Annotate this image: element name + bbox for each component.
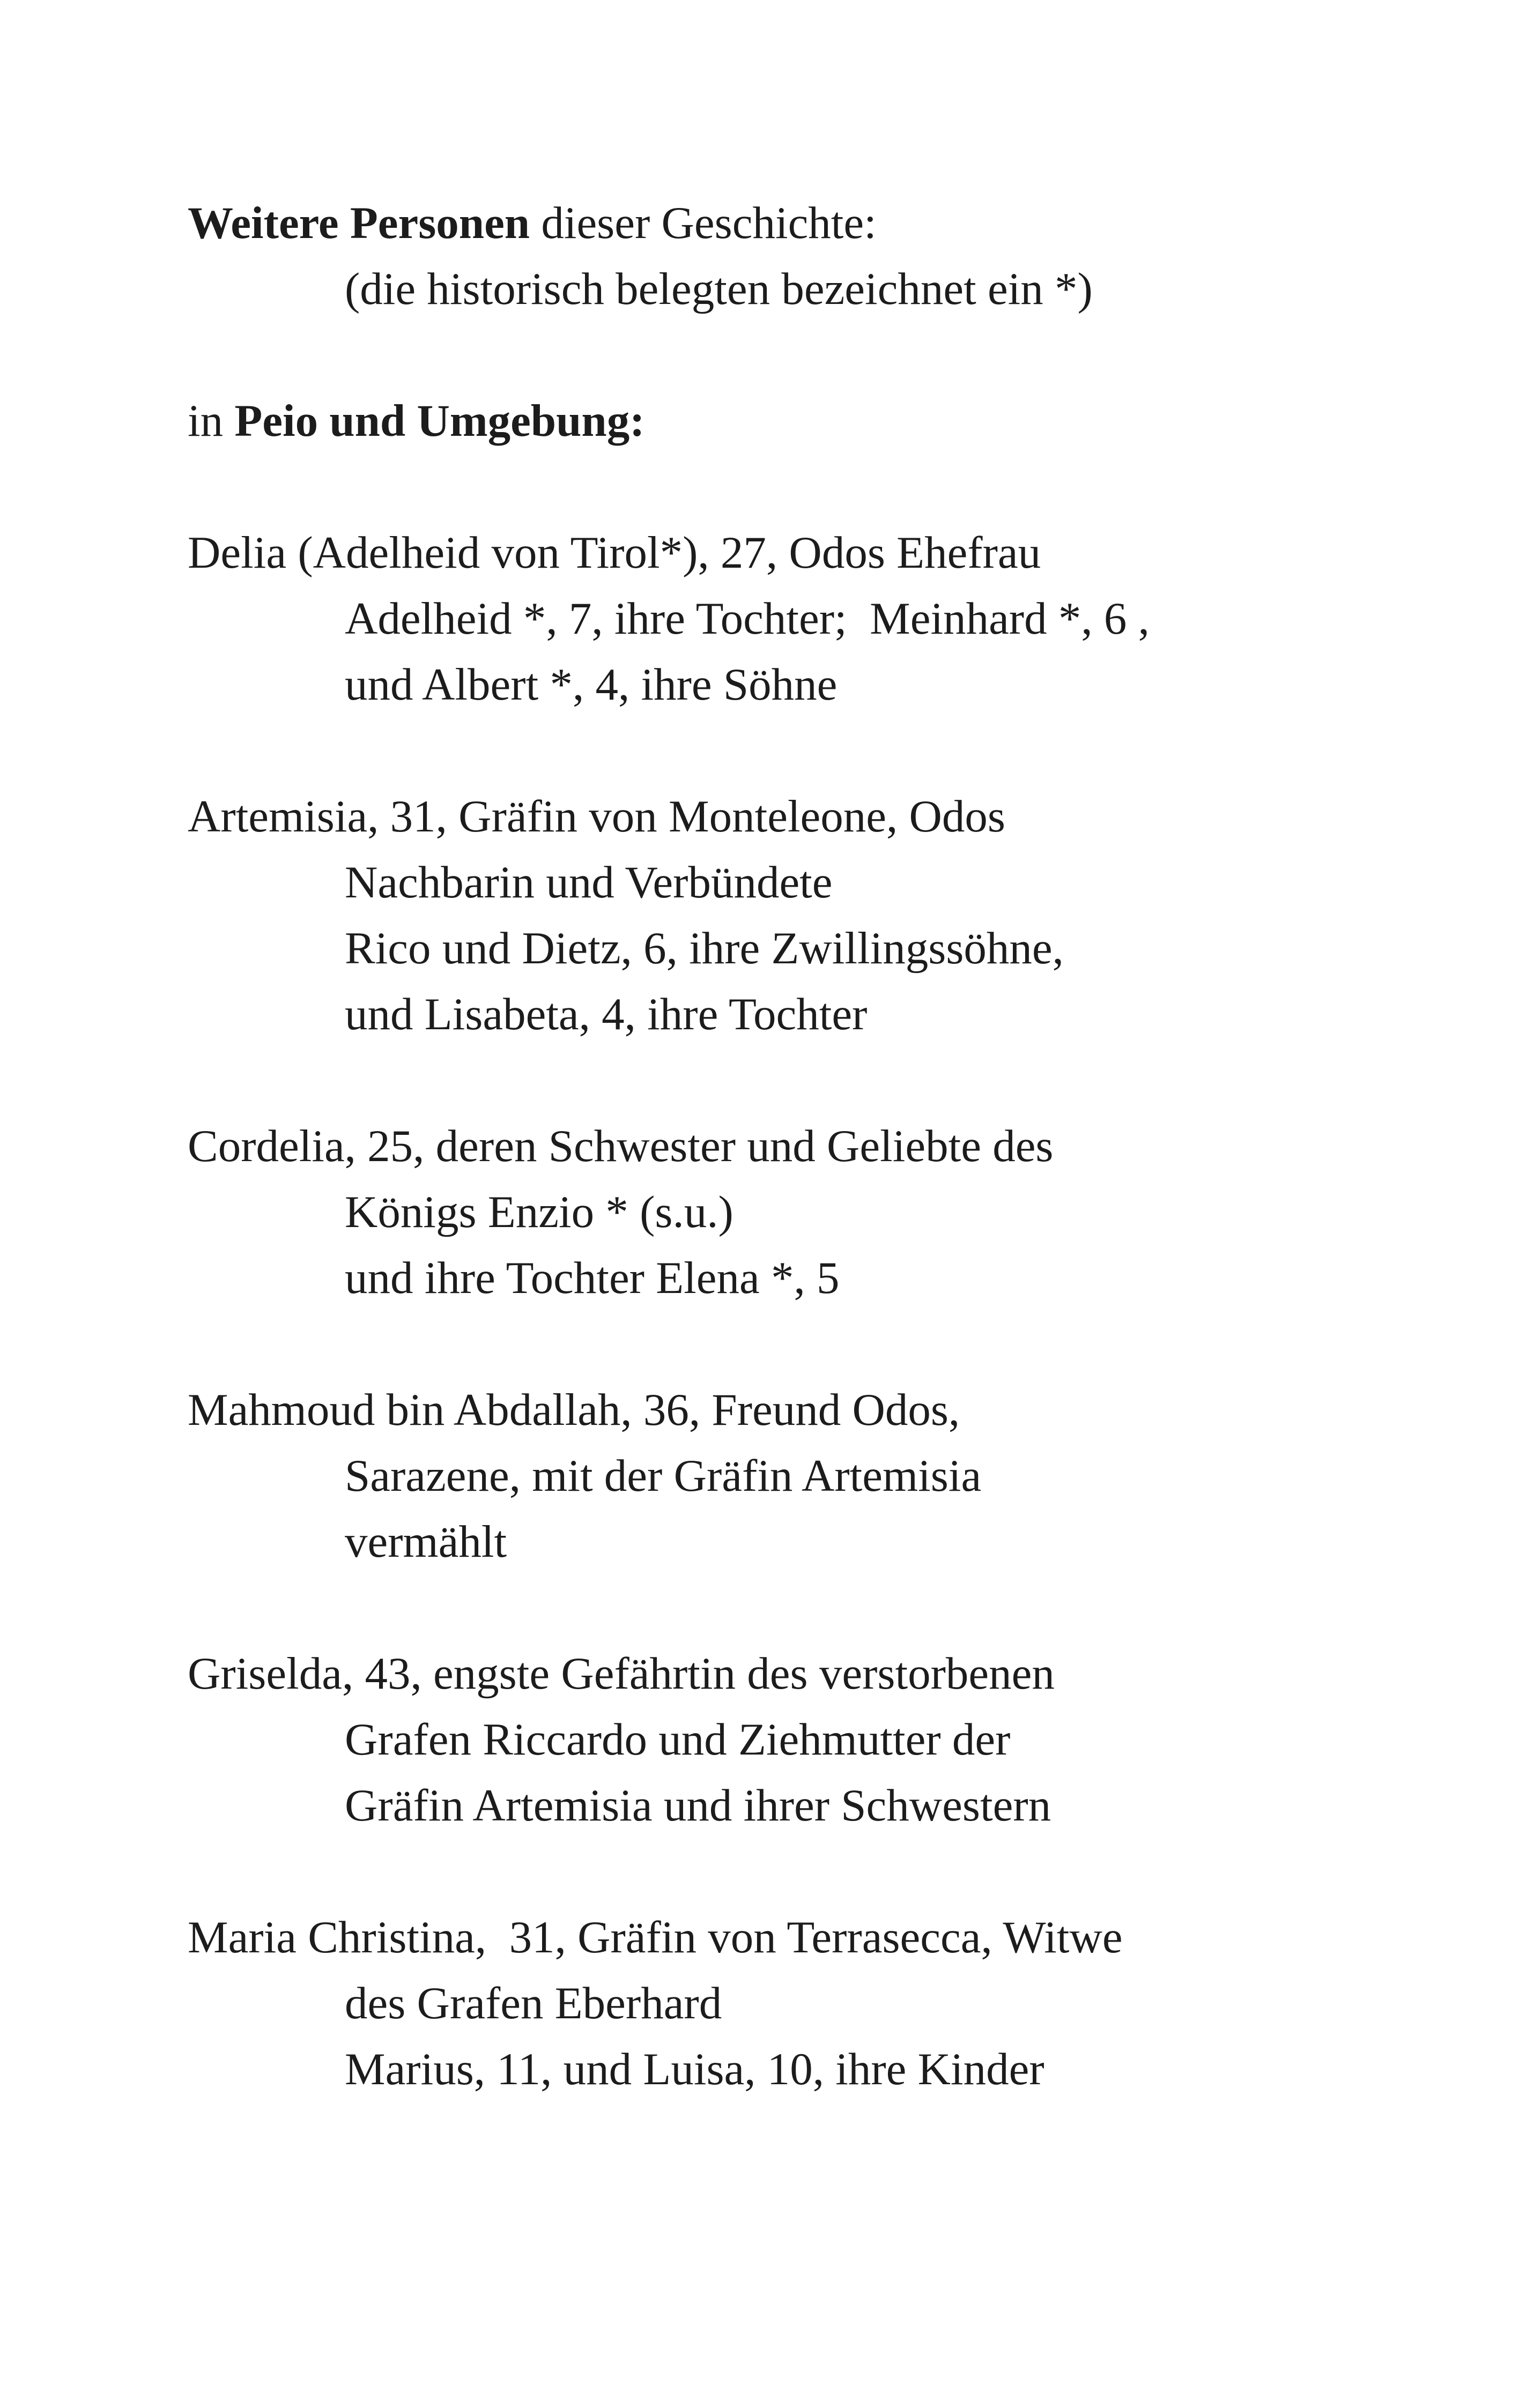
entry-line: Adelheid *, 7, ihre Tochter; Meinhard *, 6 ,: [345, 593, 1150, 644]
entry-line: vermählt: [345, 1517, 507, 1567]
person-entry-mahmoud: [188, 1377, 1474, 1575]
entry-first-line: Mahmoud bin Abdallah, 36, Freund Odos,: [188, 1385, 960, 1435]
entry-line: und Albert *, 4, ihre Söhne: [345, 659, 838, 710]
entry-line: Königs Enzio * (s.u.): [345, 1187, 733, 1237]
entry-line: Gräfin Artemisia und ihrer Schwestern: [345, 1780, 1051, 1831]
intro-note: (die historisch belegten bezeichnet ein *): [345, 264, 1093, 314]
intro-heading-rest: dieser Geschichte:: [530, 198, 877, 248]
entry-first-line: Cordelia, 25, deren Schwester und Geliebte des: [188, 1121, 1054, 1171]
person-entry-artemisia: [188, 784, 1474, 1047]
page-content: [188, 190, 1474, 2102]
spacer: [188, 1839, 1474, 1905]
entry-first-line: Maria Christina, 31, Gräfin von Terrasecca, Witwe: [188, 1912, 1123, 1963]
person-entry-maria-christina: [188, 1905, 1474, 2102]
entry-line: des Grafen Eberhard: [345, 1978, 722, 2028]
entry-line: Grafen Riccardo und Ziehmutter der: [345, 1714, 1011, 1765]
person-entry-cordelia: [188, 1113, 1474, 1311]
spacer: [188, 454, 1474, 520]
entry-line: und ihre Tochter Elena *, 5: [345, 1253, 840, 1303]
section-heading: [188, 388, 1474, 454]
section-prefix: in: [188, 396, 235, 446]
entry-first-line: Griselda, 43, engste Gefährtin des verstorbenen: [188, 1648, 1055, 1699]
entry-first-line: Artemisia, 31, Gräfin von Monteleone, Odos: [188, 791, 1005, 842]
person-entry-griselda: [188, 1641, 1474, 1839]
spacer: [188, 718, 1474, 784]
entry-first-line: Delia (Adelheid von Tirol*), 27, Odos Ehefrau: [188, 527, 1041, 578]
section-title: Peio und Umgebung:: [234, 396, 645, 446]
entry-line: und Lisabeta, 4, ihre Tochter: [345, 989, 868, 1039]
spacer: [188, 322, 1474, 388]
entry-line: Nachbarin und Verbündete: [345, 857, 833, 908]
entry-line: Marius, 11, und Luisa, 10, ihre Kinder: [345, 2044, 1044, 2094]
spacer: [188, 1575, 1474, 1641]
spacer: [188, 1311, 1474, 1377]
person-entry-delia: [188, 520, 1474, 718]
spacer: [188, 1047, 1474, 1113]
entry-line: Rico und Dietz, 6, ihre Zwillingssöhne,: [345, 923, 1064, 973]
intro-heading-bold: Weitere Personen: [188, 198, 530, 248]
intro-heading: [188, 190, 1474, 256]
entry-line: Sarazene, mit der Gräfin Artemisia: [345, 1451, 982, 1501]
